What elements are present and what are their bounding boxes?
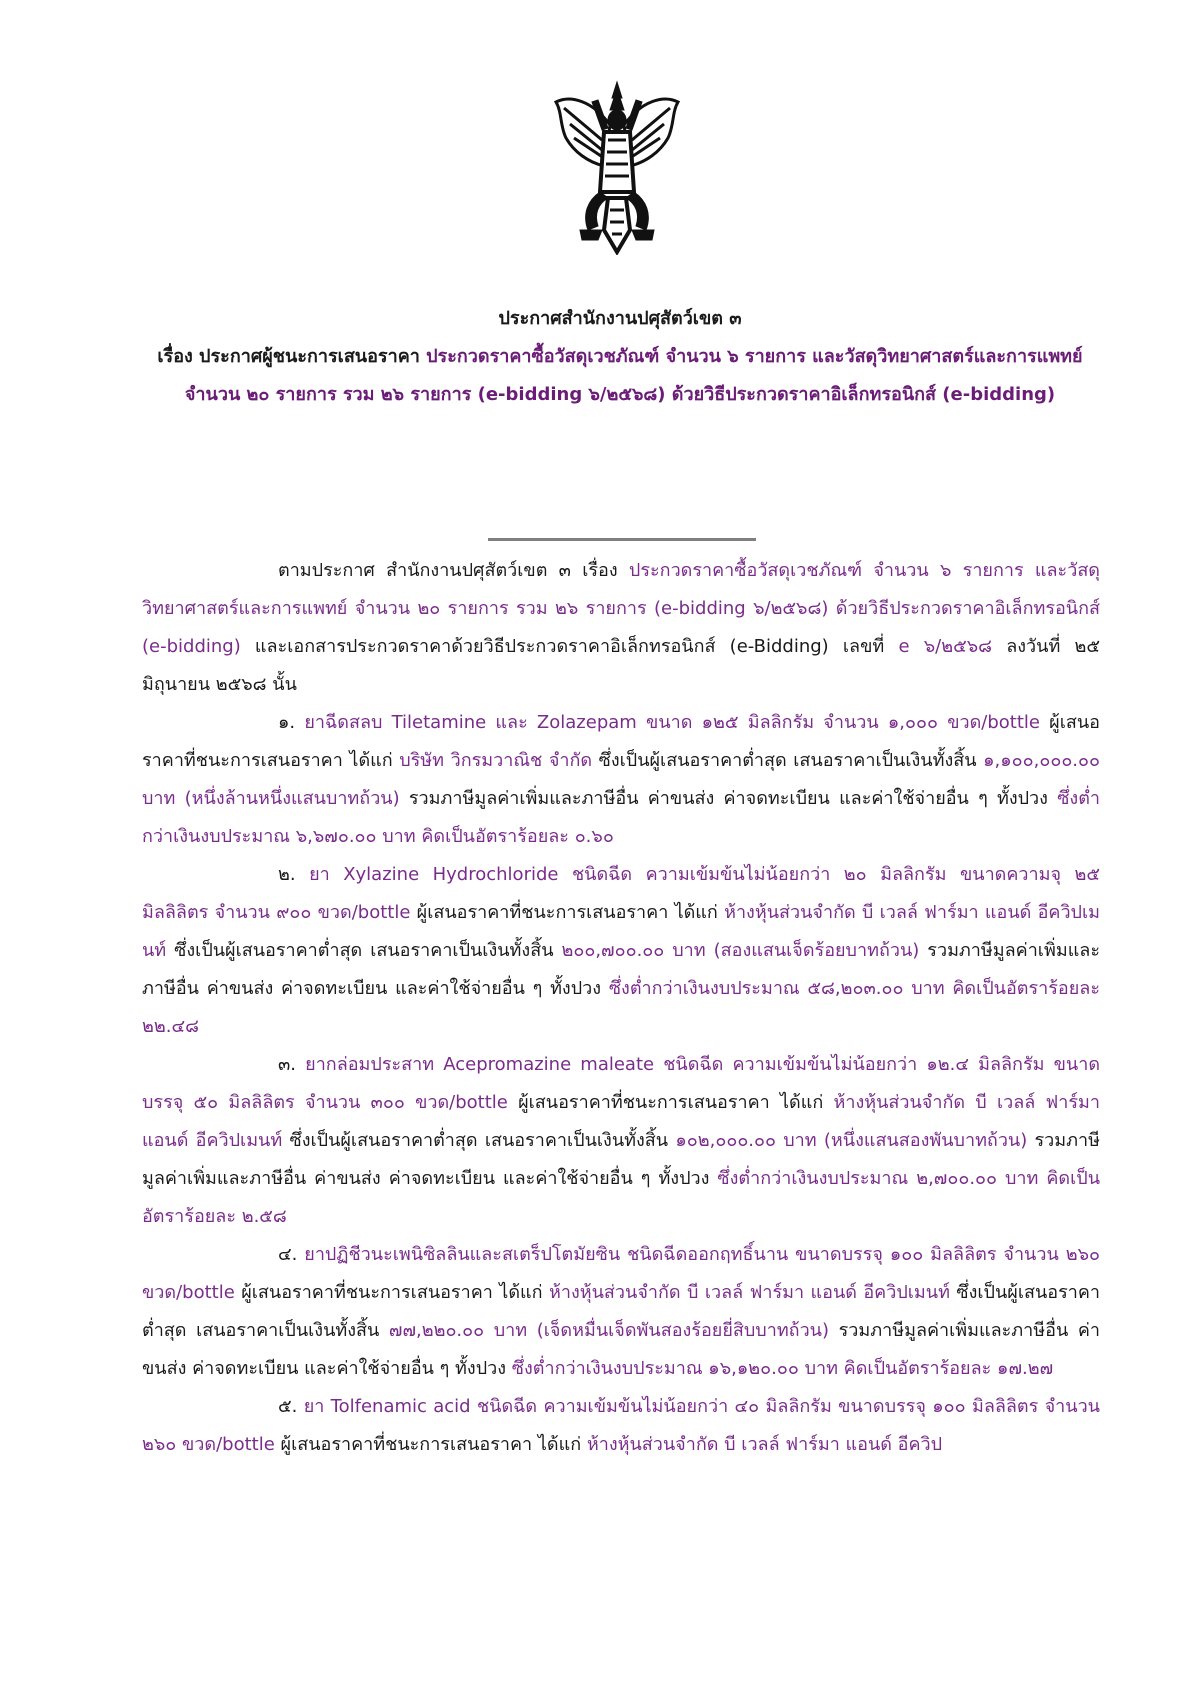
item-winner: ห้างหุ้นส่วนจำกัด บี เวลล์ ฟาร์มา แอนด์ อีควิปเมนท์ <box>142 1092 1100 1151</box>
item-paragraph <box>142 1046 1100 1236</box>
item-amount: ๑๐๒,๐๐๐.๐๐ บาท (หนึ่งแสนสองพันบาทถ้วน) <box>675 1130 1028 1151</box>
item-text: รวมภาษีมูลค่าเพิ่มและภาษีอื่น ค่าขนส่ง ค่าจดทะเบียน และค่าใช้จ่ายอื่น ๆ ทั้งปวง <box>142 1320 1101 1379</box>
item-number: ๔. <box>278 1244 305 1265</box>
item-text: รวมภาษีมูลค่าเพิ่มและภาษีอื่น ค่าขนส่ง ค่าจดทะเบียน และค่าใช้จ่ายอื่น ๆ ทั้งปวง <box>142 940 1100 999</box>
item-text: ซึ่งเป็นผู้เสนอราคาต่ำสุด เสนอราคาเป็นเงินทั้งสิ้น <box>166 940 562 961</box>
item-text: ซึ่งเป็นผู้เสนอราคาต่ำสุด เสนอราคาเป็นเงินทั้งสิ้น <box>282 1130 676 1151</box>
item-paragraph <box>142 1236 1100 1388</box>
item-winner: บริษัท วิกรมวาณิช จำกัด <box>399 750 593 771</box>
item-amount: ๑,๑๐๐,๐๐๐.๐๐ บาท (หนึ่งล้านหนึ่งแสนบาทถ้วน) <box>142 750 1100 809</box>
item-text: ผู้เสนอราคาที่ชนะการเสนอราคา ได้แก่ <box>234 1282 549 1303</box>
subject-text: ประกวดราคาซื้อวัสดุเวชภัณฑ์ จำนวน ๖ รายการ และวัสดุวิทยาศาสตร์และการแพทย์ จำนวน ๒๐ รายการ รวม ๒๖ รายการ (e-bidding ๖/๒๕๖๘) ด้วยวิธีประกวดราคาอิเล็กทรอนิกส์ (e-bidding) <box>184 346 1083 405</box>
item-saving: ซึ่งต่ำกว่าเงินงบประมาณ ๑๖,๑๒๐.๐๐ บาท คิดเป็นอัตราร้อยละ ๑๗.๒๗ <box>511 1358 1054 1379</box>
item-description: ยา Tolfenamic acid ชนิดฉีด ความเข้มข้นไม่น้อยกว่า ๔๐ มิลลิกรัม ขนาดบรรจุ ๑๐๐ มิลลิลิตร จำนวน ๒๖๐ ขวด/bottle <box>142 1396 1100 1455</box>
intro-subject: ประกวดราคาซื้อวัสดุเวชภัณฑ์ จำนวน ๖ รายการ และวัสดุวิทยาศาสตร์และการแพทย์ จำนวน ๒๐ รายการ รวม ๒๖ รายการ (e-bidding ๖/๒๕๖๘) ด้วยวิธีประกวดราคาอิเล็กทรอนิกส์ (e-bidding) <box>142 560 1100 657</box>
item-number: ๓. <box>278 1054 306 1075</box>
item-saving: ซึ่งต่ำกว่าเงินงบประมาณ ๒,๗๐๐.๐๐ บาท คิดเป็นอัตราร้อยละ ๒.๕๘ <box>142 1168 1101 1227</box>
item-text: ซึ่งเป็นผู้เสนอราคาต่ำสุด เสนอราคาเป็นเงินทั้งสิ้น <box>142 1282 1100 1341</box>
item-text: ผู้เสนอราคาที่ชนะการเสนอราคา ได้แก่ <box>142 712 1100 771</box>
item-description: ยากล่อมประสาท Acepromazine maleate ชนิดฉีด ความเข้มข้นไม่น้อยกว่า ๑๒.๔ มิลลิกรัม ขนาดบรรจุ ๕๐ มิลลิลิตร จำนวน ๓๐๐ ขวด/bottle <box>142 1054 1101 1113</box>
item-winner: ห้างหุ้นส่วนจำกัด บี เวลล์ ฟาร์มา แอนด์ อีควิปเมนท์ <box>142 902 1100 961</box>
intro-date: ลงวันที่ ๒๕ มิถุนายน ๒๕๖๘ นั้น <box>142 636 1101 695</box>
item-text: รวมภาษีมูลค่าเพิ่มและภาษีอื่น ค่าขนส่ง ค่าจดทะเบียน และค่าใช้จ่ายอื่น ๆ ทั้งปวง <box>399 788 1058 809</box>
intro-text: และเอกสารประกวดราคาด้วยวิธีประกวดราคาอิเล็กทรอนิกส์ (e-Bidding) เลขที่ <box>240 636 899 657</box>
item-description: ยา Xylazine Hydrochloride ชนิดฉีด ความเข้มข้นไม่น้อยกว่า ๒๐ มิลลิกรัม ขนาดความจุ ๒๕ มิลลิลิตร จำนวน ๙๐๐ ขวด/bottle <box>142 864 1100 923</box>
item-amount: ๗๗,๒๒๐.๐๐ บาท (เจ็ดหมื่นเจ็ดพันสองร้อยยี่สิบบาทถ้วน) <box>388 1320 830 1341</box>
item-text: รวมภาษีมูลค่าเพิ่มและภาษีอื่น ค่าขนส่ง ค่าจดทะเบียน และค่าใช้จ่ายอื่น ๆ ทั้งปวง <box>142 1130 1100 1189</box>
subject-label: เรื่อง ประกาศผู้ชนะการเสนอราคา <box>157 346 420 367</box>
item-number: ๒. <box>278 864 310 885</box>
item-paragraph <box>142 704 1100 856</box>
announcement-office-title: ประกาศสำนักงานปศุสัตว์เขต ๓ <box>498 308 742 329</box>
intro-paragraph <box>142 552 1100 704</box>
announcement-body <box>142 552 1100 1464</box>
item-number: ๕. <box>278 1396 304 1417</box>
announcement-subject <box>130 338 1110 414</box>
item-paragraph <box>142 1388 1100 1464</box>
item-text: ซึ่งเป็นผู้เสนอราคาต่ำสุด เสนอราคาเป็นเงินทั้งสิ้น <box>592 750 984 771</box>
item-winner: ห้างหุ้นส่วนจำกัด บี เวลล์ ฟาร์มา แอนด์ อีควิปเมนท์ <box>548 1282 950 1303</box>
intro-text: ตามประกาศ สำนักงานปศุสัตว์เขต ๓ เรื่อง <box>278 560 629 581</box>
garuda-emblem-icon <box>552 80 682 255</box>
item-text: ผู้เสนอราคาที่ชนะการเสนอราคา ได้แก่ <box>410 902 725 923</box>
item-description: ยาปฏิชีวนะเพนิซิลลินและสเตร็ปโตมัยซิน ชนิดฉีดออกฤทธิ์นาน ขนาดบรรจุ ๑๐๐ มิลลิลิตร จำนวน ๒๖๐ ขวด/bottle <box>142 1244 1100 1303</box>
item-saving: ซึ่งต่ำกว่าเงินงบประมาณ ๖,๖๗๐.๐๐ บาท คิดเป็นอัตราร้อยละ ๐.๖๐ <box>142 788 1100 847</box>
item-number: ๑. <box>278 712 305 733</box>
item-text: ผู้เสนอราคาที่ชนะการเสนอราคา ได้แก่ <box>507 1092 834 1113</box>
item-saving: ซึ่งต่ำกว่าเงินงบประมาณ ๕๘,๒๐๓.๐๐ บาท คิดเป็นอัตราร้อยละ ๒๒.๔๘ <box>142 978 1100 1037</box>
item-amount: ๒๐๐,๗๐๐.๐๐ บาท (สองแสนเจ็ดร้อยบาทถ้วน) <box>561 940 920 961</box>
item-winner: ห้างหุ้นส่วนจำกัด บี เวลล์ ฟาร์มา แอนด์ อีควิป <box>586 1434 943 1455</box>
item-text: ผู้เสนอราคาที่ชนะการเสนอราคา ได้แก่ <box>274 1434 587 1455</box>
document-number: e ๖/๒๕๖๘ <box>898 636 993 657</box>
item-paragraph <box>142 856 1100 1046</box>
divider-line <box>488 538 756 541</box>
item-description: ยาฉีดสลบ Tiletamine และ Zolazepam ขนาด ๑๒๕ มิลลิกรัม จำนวน ๑,๐๐๐ ขวด/bottle <box>304 712 1040 733</box>
